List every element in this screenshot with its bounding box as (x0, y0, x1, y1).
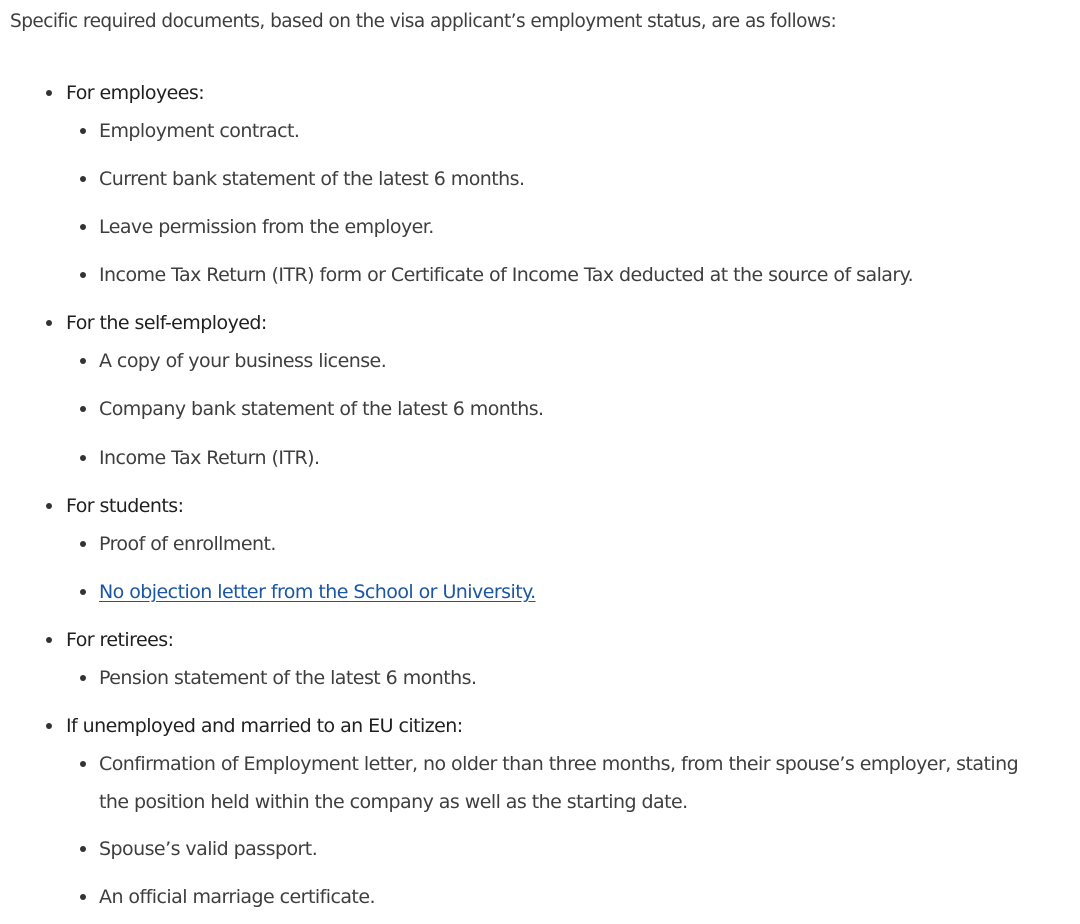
bullet-icon (46, 723, 52, 729)
bullet-icon (80, 176, 86, 182)
section-title-students: For students: (66, 495, 184, 517)
section-title-unemployed: If unemployed and married to an EU citizen: (66, 715, 463, 737)
bullet-icon (80, 894, 86, 900)
list-item: Leave permission from the employer. (99, 216, 434, 238)
list-item: Spouse’s valid passport. (99, 838, 318, 860)
list-item: Income Tax Return (ITR) form or Certificate of Income Tax deducted at the source of salary. (99, 264, 914, 286)
list-item: Employment contract. (99, 120, 300, 142)
bullet-icon (46, 503, 52, 509)
list-item: Current bank statement of the latest 6 months. (99, 168, 525, 190)
intro-text: Specific required documents, based on the visa applicant’s employment status, are as follows: (10, 11, 837, 32)
bullet-icon (80, 846, 86, 852)
bullet-icon (46, 320, 52, 326)
bullet-icon (80, 358, 86, 364)
bullet-icon (46, 637, 52, 643)
list-item: Income Tax Return (ITR). (99, 447, 320, 469)
list-item: Proof of enrollment. (99, 533, 276, 555)
bullet-icon (80, 589, 86, 595)
bullet-icon (80, 128, 86, 134)
section-title-self-employed: For the self-employed: (66, 312, 267, 334)
bullet-icon (80, 455, 86, 461)
bullet-icon (46, 90, 52, 96)
list-item: Confirmation of Employment letter, no older than three months, from their spouse’s employer, stating (99, 753, 1019, 775)
list-item: Pension statement of the latest 6 months. (99, 667, 477, 689)
bullet-icon (80, 675, 86, 681)
no-objection-letter-link[interactable]: No objection letter from the School or University. (99, 581, 536, 603)
section-title-employees: For employees: (66, 82, 205, 104)
list-item: A copy of your business license. (99, 350, 387, 372)
section-title-retirees: For retirees: (66, 629, 174, 651)
bullet-icon (80, 406, 86, 412)
list-item: Company bank statement of the latest 6 months. (99, 398, 544, 420)
bullet-icon (80, 272, 86, 278)
bullet-icon (80, 761, 86, 767)
bullet-icon (80, 224, 86, 230)
list-item: An official marriage certificate. (99, 886, 375, 908)
list-item-continuation: the position held within the company as well as the starting date. (99, 791, 688, 813)
bullet-icon (80, 541, 86, 547)
